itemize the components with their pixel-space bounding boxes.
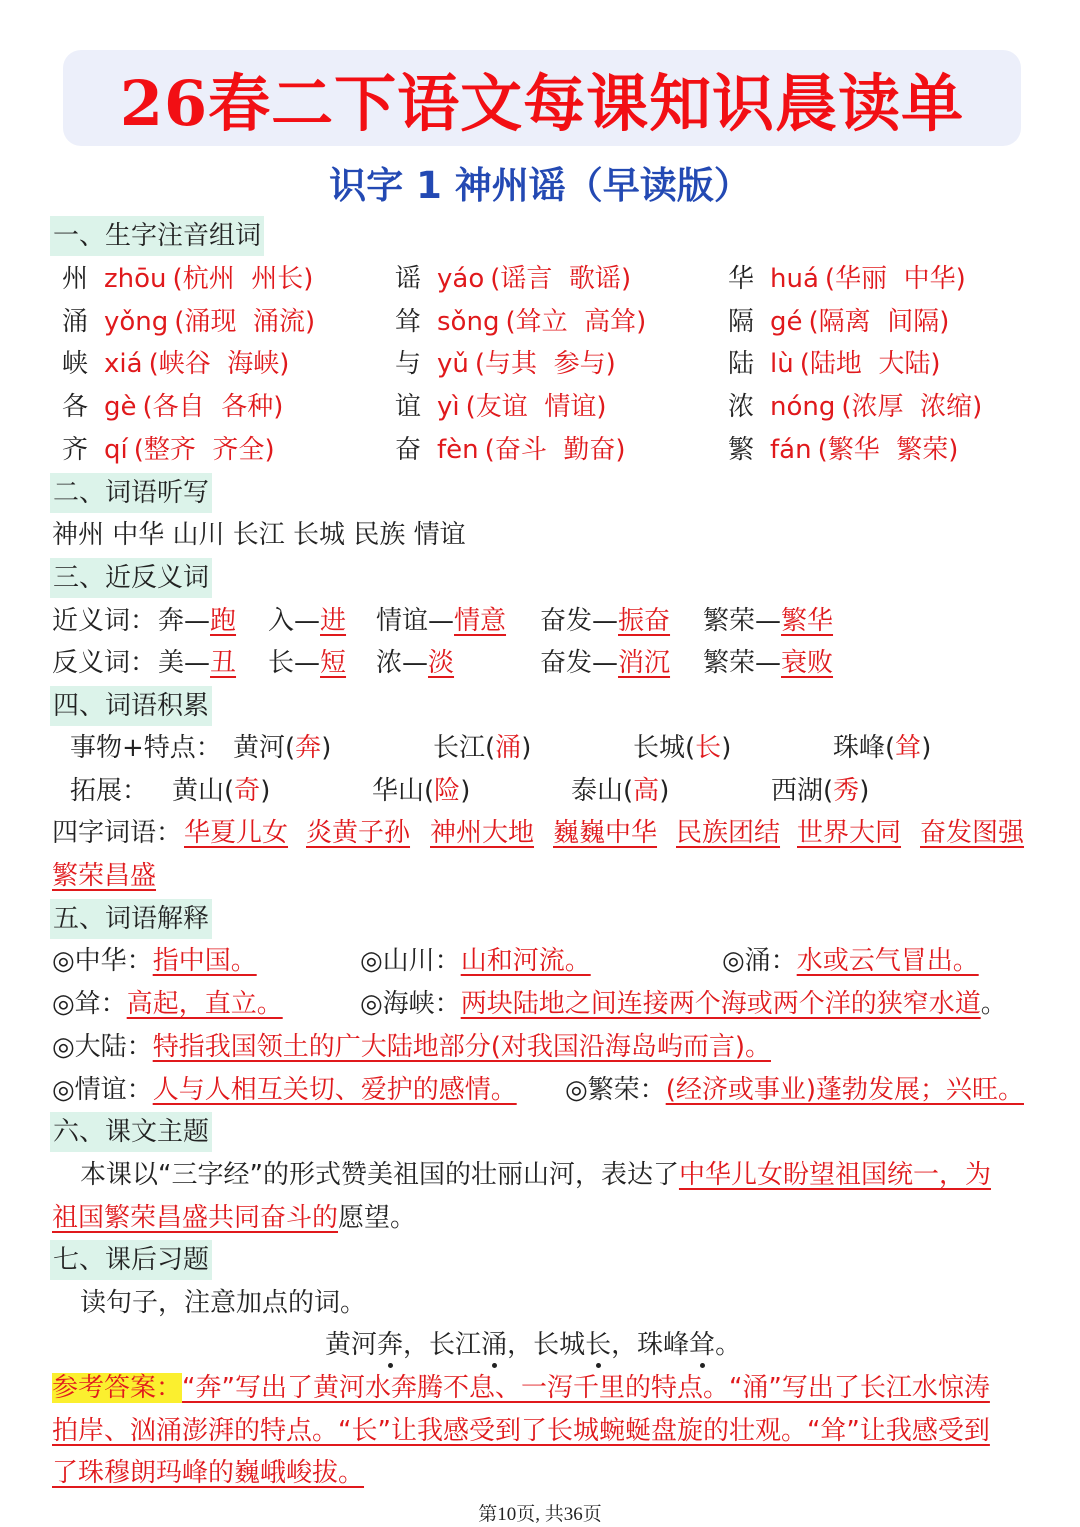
explain-meaning: 指中国。 (152, 946, 257, 976)
paren-close: ) (972, 392, 983, 422)
feature-trait: 奔 (295, 733, 322, 763)
feature-paren-open: ( (685, 733, 696, 763)
feature-item (633, 731, 731, 765)
theme-line-1 (80, 1158, 991, 1192)
words: 各自 各种 (152, 392, 274, 422)
char-entry (62, 262, 313, 296)
paren-open: ( (808, 307, 819, 337)
pinyin: fán (770, 435, 812, 465)
char-entry (728, 390, 982, 424)
theme-text-a: 本课以“三字经”的形式赞美祖国的壮丽山河，表达了 (80, 1160, 679, 1190)
words: 耸立 高耸 (515, 307, 637, 337)
antonym-word: 长— (268, 648, 321, 678)
sentence-word: 珠峰 (637, 1330, 690, 1360)
extend-paren-close: ) (859, 776, 870, 806)
answer-line-3: 了珠穆朗玛峰的巍峨峻拔。 (52, 1458, 365, 1488)
char-entry (62, 390, 283, 424)
synonym-pair (158, 604, 236, 638)
idiom: 巍巍中华 (553, 818, 658, 848)
synonym-answer: 振奋 (618, 606, 671, 636)
paren-open: ( (142, 392, 153, 422)
antonym-pair (703, 646, 833, 680)
feature-trait: 长 (695, 733, 722, 763)
words: 杭州 州长 (182, 264, 304, 294)
page-number: 第10页, 共36页 (478, 1504, 602, 1525)
synonyms-label: 近义词： (52, 606, 157, 636)
antonym-pair (540, 646, 670, 680)
explain-term: ◎繁荣： (565, 1075, 666, 1105)
words: 友谊 情谊 (475, 392, 597, 422)
explain-term: ◎大陆： (52, 1032, 153, 1062)
extend-thing: 西湖 (771, 776, 824, 806)
pinyin: yǒng (104, 307, 169, 337)
words: 整齐 齐全 (143, 435, 265, 465)
pinyin: gé (770, 307, 803, 337)
paren-open: ( (484, 435, 495, 465)
answer-line-2: 拍岸、汹涌澎湃的特点。“长”让我感受到了长城蜿蜒盘旋的壮观。“耸”让我感受到 (52, 1416, 990, 1446)
char: 耸 (395, 307, 422, 337)
words: 陆地 大陆 (809, 349, 931, 379)
words: 隔离 间隔 (818, 307, 940, 337)
antonym-answer: 淡 (428, 648, 455, 678)
pinyin: fèn (437, 435, 479, 465)
theme-line-2 (52, 1201, 416, 1235)
explain-meaning: 水或云气冒出。 (796, 946, 979, 976)
extend-paren-open: ( (424, 776, 435, 806)
feature-paren-close: ) (721, 733, 732, 763)
theme-highlight-a: 中华儿女盼望祖国统一，为 (678, 1160, 991, 1190)
idioms-label: 四字词语： (52, 818, 183, 848)
words: 与其 参与 (485, 349, 606, 379)
explain-entry (52, 1073, 517, 1107)
antonym-word: 浓— (376, 648, 429, 678)
section-heading-5: 五、词语解释 (50, 899, 212, 939)
char-entry (62, 305, 315, 339)
antonym-answer: 短 (320, 648, 347, 678)
extend-item (771, 774, 869, 808)
feature-thing: 珠峰 (833, 733, 886, 763)
antonym-answer: 消沉 (618, 648, 671, 678)
char-entry (395, 347, 616, 381)
feature-item (833, 731, 931, 765)
feature-paren-open: ( (485, 733, 496, 763)
explain-entry (52, 987, 283, 1021)
paren-close: ) (273, 392, 284, 422)
pinyin: yáo (437, 264, 485, 294)
paren-close: ) (605, 349, 616, 379)
synonym-pair (268, 604, 346, 638)
char-entry (62, 347, 289, 381)
extend-trait: 奇 (234, 776, 261, 806)
idiom: 华夏儿女 (184, 818, 289, 848)
dotted-char: 长 (585, 1330, 612, 1360)
paren-close: ) (303, 264, 314, 294)
extend-trait: 高 (633, 776, 660, 806)
paren-open: ( (172, 264, 183, 294)
sentence-word: 黄河 (325, 1330, 378, 1360)
antonym-answer: 丑 (210, 648, 237, 678)
sentence-punct: ， (611, 1330, 638, 1360)
feature-paren-open: ( (885, 733, 896, 763)
extend-thing: 泰山 (571, 776, 624, 806)
char: 谣 (395, 264, 422, 294)
title-banner (63, 50, 1021, 146)
char-entry (395, 433, 626, 467)
paren-close: ) (955, 264, 966, 294)
pinyin: qí (104, 435, 128, 465)
pinyin: yǔ (437, 349, 469, 379)
explain-term: ◎中华： (52, 946, 153, 976)
pinyin: yì (437, 392, 460, 422)
antonym-word: 繁荣— (703, 648, 782, 678)
feature-trait: 耸 (895, 733, 922, 763)
pinyin: lù (770, 349, 794, 379)
dictation-words: 神州 中华 山川 长江 长城 民族 情谊 (52, 520, 466, 550)
synonym-answer: 情意 (454, 606, 507, 636)
char-entry (395, 390, 606, 424)
section-heading-7: 七、课后习题 (50, 1240, 212, 1280)
paren-open: ( (817, 435, 828, 465)
synonym-answer: 繁华 (781, 606, 834, 636)
idiom: 繁荣昌盛 (52, 861, 157, 891)
words: 繁华 繁荣 (827, 435, 949, 465)
feature-thing: 长江 (433, 733, 486, 763)
paren-open: ( (799, 349, 810, 379)
pinyin: sǒng (437, 307, 500, 337)
paren-open: ( (174, 307, 185, 337)
dotted-char: 奔 (377, 1330, 404, 1360)
paren-open: ( (474, 349, 486, 379)
char: 奋 (395, 435, 422, 465)
char: 陆 (728, 349, 755, 379)
explain-meaning: 人与人相互关切、爱护的感情。 (152, 1075, 517, 1105)
idiom: 民族团结 (676, 818, 781, 848)
char: 州 (62, 264, 89, 294)
char-entry (62, 433, 275, 467)
char-entry (728, 305, 949, 339)
paren-open: ( (148, 349, 159, 379)
explain-meaning: 特指我国领土的广大陆地部分(对我国沿海岛屿而言)。 (152, 1032, 771, 1062)
synonym-word: 奋发— (540, 606, 619, 636)
paren-close: ) (636, 307, 647, 337)
char: 齐 (62, 435, 89, 465)
char: 繁 (728, 435, 755, 465)
char-entry (728, 347, 941, 381)
extend-paren-close: ) (260, 776, 271, 806)
idiom: 奋发图强 (920, 818, 1025, 848)
sentence-punct: 。 (715, 1330, 742, 1360)
answer-text-1: “奔”写出了黄河水奔腾不息、一泻千里的特点。“涌”写出了长江水惊涛 (182, 1373, 990, 1403)
sentence-punct: ， (403, 1330, 430, 1360)
synonym-pair (376, 604, 506, 638)
explain-tail: 。 (980, 989, 1007, 1019)
lesson-subtitle: 识字 1 神州谣（早读版） (329, 164, 751, 207)
explain-meaning: (经济或事业)蓬勃发展；兴旺。 (665, 1075, 1024, 1105)
synonym-pair (540, 604, 670, 638)
antonym-pair (376, 646, 454, 680)
feature-item (433, 731, 531, 765)
char: 浓 (728, 392, 755, 422)
paren-open: ( (841, 392, 852, 422)
extend-paren-close: ) (659, 776, 670, 806)
section-heading-1: 一、生字注音组词 (50, 216, 264, 256)
synonym-word: 繁荣— (703, 606, 782, 636)
antonyms-label: 反义词： (52, 648, 157, 678)
feature-paren-open: ( (285, 733, 296, 763)
feature-paren-close: ) (521, 733, 532, 763)
paren-close: ) (930, 349, 941, 379)
antonym-word: 奋发— (540, 648, 619, 678)
feature-trait: 涌 (495, 733, 522, 763)
paren-open: ( (465, 392, 476, 422)
pinyin: nóng (770, 392, 836, 422)
exercise-prompt: 读句子，注意加点的词。 (80, 1288, 367, 1318)
features-label: 事物+特点： (70, 733, 222, 763)
paren-open: ( (133, 435, 144, 465)
feature-paren-close: ) (921, 733, 932, 763)
char: 隔 (728, 307, 755, 337)
synonym-word: 奔— (158, 606, 211, 636)
paren-close: ) (620, 264, 632, 294)
paren-close: ) (596, 392, 607, 422)
paren-open: ( (505, 307, 516, 337)
theme-highlight-b: 祖国繁荣昌盛共同奋斗的 (52, 1203, 339, 1233)
extend-paren-close: ) (460, 776, 471, 806)
dotted-char: 耸 (689, 1330, 716, 1360)
char: 与 (395, 349, 422, 379)
char: 各 (62, 392, 89, 422)
paren-close: ) (615, 435, 626, 465)
explain-entry (52, 1030, 771, 1064)
paren-close: ) (279, 349, 290, 379)
extend-paren-open: ( (623, 776, 634, 806)
theme-text-b: 愿望。 (338, 1203, 417, 1233)
section-heading-3: 三、近反义词 (50, 558, 212, 598)
explain-meaning: 山和河流。 (460, 946, 591, 976)
extend-label: 拓展： (70, 776, 149, 806)
exercise-sentence (325, 1328, 741, 1362)
char: 谊 (395, 392, 422, 422)
words: 浓厚 浓缩 (851, 392, 973, 422)
words: 华丽 中华 (835, 264, 956, 294)
words: 峡谷 海峡 (158, 349, 280, 379)
sentence-word: 长城 (533, 1330, 586, 1360)
extend-trait: 秀 (833, 776, 860, 806)
pinyin: xiá (104, 349, 143, 379)
explain-term: ◎情谊： (52, 1075, 153, 1105)
paren-open: ( (824, 264, 836, 294)
char: 涌 (62, 307, 89, 337)
feature-thing: 长城 (633, 733, 686, 763)
page-title: 26春二下语文每课知识晨读单 (119, 66, 965, 140)
pinyin: huá (770, 264, 819, 294)
char-entry (395, 305, 646, 339)
extend-item (571, 774, 669, 808)
pinyin: gè (104, 392, 137, 422)
idiom: 神州大地 (430, 818, 535, 848)
char: 华 (728, 264, 755, 294)
explain-entry (722, 944, 979, 978)
words: 奋斗 勤奋 (494, 435, 616, 465)
antonym-pair (158, 646, 236, 680)
synonym-word: 情谊— (376, 606, 455, 636)
explain-entry (360, 987, 1007, 1021)
antonym-word: 美— (158, 648, 211, 678)
synonym-answer: 跑 (210, 606, 237, 636)
answer-line-1 (52, 1371, 990, 1405)
section-heading-2: 二、词语听写 (50, 473, 212, 513)
explain-term: ◎山川： (360, 946, 461, 976)
section-heading-6: 六、课文主题 (50, 1112, 212, 1152)
extend-thing: 黄山 (172, 776, 225, 806)
explain-meaning: 高起，直立。 (126, 989, 283, 1019)
dotted-char: 涌 (481, 1330, 508, 1360)
char-entry (728, 262, 966, 296)
explain-term: ◎涌： (722, 946, 797, 976)
synonym-word: 入— (268, 606, 321, 636)
char-entry (395, 262, 631, 296)
antonym-answer: 衰败 (781, 648, 834, 678)
extend-paren-open: ( (823, 776, 834, 806)
char: 峡 (62, 349, 89, 379)
words: 涌现 涌流 (184, 307, 305, 337)
synonym-answer: 进 (320, 606, 347, 636)
feature-paren-close: ) (321, 733, 332, 763)
extend-thing: 华山 (372, 776, 425, 806)
paren-close: ) (948, 435, 959, 465)
explain-term: ◎耸： (52, 989, 127, 1019)
antonym-pair (268, 646, 346, 680)
explain-entry (360, 944, 591, 978)
paren-close: ) (304, 307, 316, 337)
pinyin: zhōu (104, 264, 167, 294)
paren-open: ( (490, 264, 501, 294)
extend-item (172, 774, 270, 808)
explain-entry (52, 944, 257, 978)
answer-label: 参考答案： (52, 1373, 183, 1403)
sentence-punct: ， (507, 1330, 534, 1360)
sentence-word: 长江 (429, 1330, 482, 1360)
synonym-pair (703, 604, 833, 638)
explain-term: ◎海峡： (360, 989, 461, 1019)
explain-meaning: 两块陆地之间连接两个海或两个洋的狭窄水道 (460, 989, 981, 1019)
section-heading-4: 四、词语积累 (50, 686, 212, 726)
extend-trait: 险 (434, 776, 461, 806)
words: 谣言 歌谣 (500, 264, 621, 294)
idiom: 炎黄子孙 (306, 818, 411, 848)
extend-paren-open: ( (224, 776, 235, 806)
extend-item (372, 774, 470, 808)
idiom: 世界大同 (797, 818, 902, 848)
paren-close: ) (264, 435, 275, 465)
char-entry (728, 433, 958, 467)
paren-close: ) (939, 307, 950, 337)
explain-entry (565, 1073, 1024, 1107)
feature-item (233, 731, 331, 765)
feature-thing: 黄河 (233, 733, 286, 763)
